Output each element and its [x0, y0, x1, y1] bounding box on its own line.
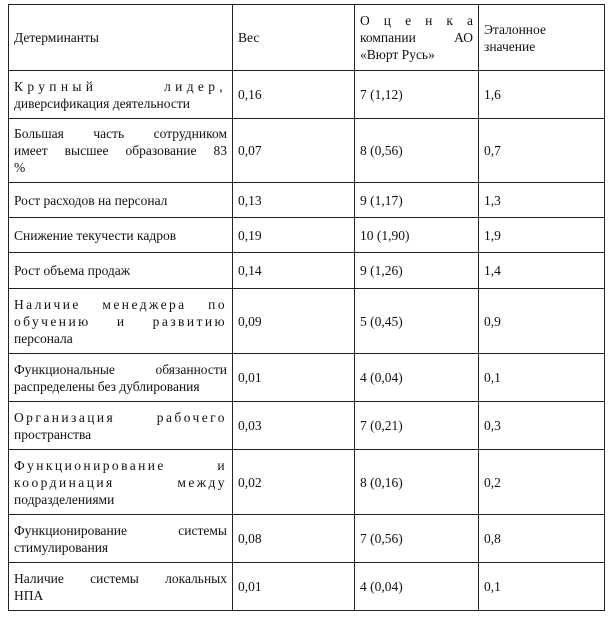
weight-cell: 0,13 [233, 183, 355, 218]
score-cell: 9 (1,17) [355, 183, 479, 218]
weight-cell: 0,08 [233, 515, 355, 563]
determinant-cell: Наличие менеджера по обучению и развитию персонала [9, 289, 233, 354]
determinants-table [8, 4, 605, 611]
determinant-cell: Функциональные обязанности распределены без дублирования [9, 354, 233, 402]
weight-cell: 0,03 [233, 402, 355, 450]
header-determinants: Детерминанты [9, 5, 233, 71]
reference-cell: 0,2 [479, 450, 605, 515]
table-row [9, 253, 605, 289]
score-cell: 5 (0,45) [355, 289, 479, 354]
determinant-cell: Наличие системы локальных НПА [9, 563, 233, 611]
weight-cell: 0,14 [233, 253, 355, 289]
score-cell: 4 (0,04) [355, 354, 479, 402]
reference-cell: 1,9 [479, 218, 605, 253]
reference-cell: 1,6 [479, 71, 605, 119]
reference-cell: 0,1 [479, 563, 605, 611]
reference-cell: 0,8 [479, 515, 605, 563]
determinant-cell: Функционирование системы стимулирования [9, 515, 233, 563]
determinant-cell: Большая часть сотрудником имеет высшее образование 83 % [9, 119, 233, 183]
table-row [9, 218, 605, 253]
determinant-cell: Рост расходов на персонал [9, 183, 233, 218]
determinant-cell: Функционирование и координация между подразделениями [9, 450, 233, 515]
weight-cell: 0,01 [233, 354, 355, 402]
header-row [9, 5, 605, 71]
weight-cell: 0,07 [233, 119, 355, 183]
weight-cell: 0,16 [233, 71, 355, 119]
table-row [9, 515, 605, 563]
score-cell: 9 (1,26) [355, 253, 479, 289]
table-row [9, 119, 605, 183]
table-row [9, 563, 605, 611]
table-row [9, 450, 605, 515]
determinant-cell: Крупный лидер, диверсификация деятельности [9, 71, 233, 119]
determinant-cell: Рост объема продаж [9, 253, 233, 289]
score-cell: 7 (0,21) [355, 402, 479, 450]
score-cell: 7 (1,12) [355, 71, 479, 119]
reference-cell: 1,4 [479, 253, 605, 289]
header-company-score: О ц е н к а компании АО «Вюрт Русь» [355, 5, 479, 71]
weight-cell: 0,19 [233, 218, 355, 253]
header-weight: Вес [233, 5, 355, 71]
score-cell: 10 (1,90) [355, 218, 479, 253]
weight-cell: 0,01 [233, 563, 355, 611]
score-cell: 8 (0,16) [355, 450, 479, 515]
determinant-cell: Организация рабочего пространства [9, 402, 233, 450]
reference-cell: 0,9 [479, 289, 605, 354]
table-row [9, 71, 605, 119]
header-reference-value: Эталонное значение [479, 5, 605, 71]
table-row [9, 354, 605, 402]
score-cell: 7 (0,56) [355, 515, 479, 563]
weight-cell: 0,09 [233, 289, 355, 354]
weight-cell: 0,02 [233, 450, 355, 515]
reference-cell: 0,3 [479, 402, 605, 450]
score-cell: 8 (0,56) [355, 119, 479, 183]
score-cell: 4 (0,04) [355, 563, 479, 611]
reference-cell: 0,1 [479, 354, 605, 402]
table-row [9, 402, 605, 450]
reference-cell: 0,7 [479, 119, 605, 183]
table-row [9, 289, 605, 354]
reference-cell: 1,3 [479, 183, 605, 218]
table-row [9, 183, 605, 218]
determinant-cell: Снижение текучести кадров [9, 218, 233, 253]
